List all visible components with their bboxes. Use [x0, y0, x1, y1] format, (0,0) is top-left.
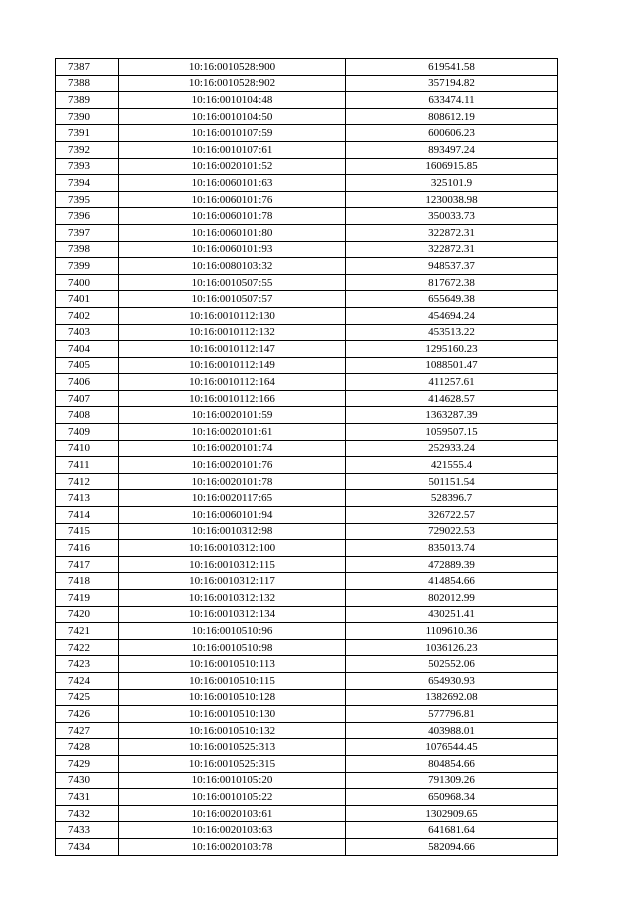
table-row [56, 623, 558, 640]
cadastral-number-cell: 10:16:0020101:52 [119, 158, 346, 175]
row-number-cell: 7394 [56, 175, 119, 192]
table-row [56, 706, 558, 723]
cadastral-number-cell: 10:16:0010507:57 [119, 291, 346, 308]
row-number-cell: 7425 [56, 689, 119, 706]
amount-cell: 577796.81 [346, 706, 558, 723]
cadastral-number-cell: 10:16:0020103:61 [119, 805, 346, 822]
amount-cell: 729022.53 [346, 523, 558, 540]
cadastral-number-cell: 10:16:0060101:76 [119, 191, 346, 208]
row-number-cell: 7433 [56, 822, 119, 839]
table-row [56, 656, 558, 673]
cadastral-number-cell: 10:16:0010112:132 [119, 324, 346, 341]
table-row [56, 324, 558, 341]
cadastral-number-cell: 10:16:0010105:20 [119, 772, 346, 789]
row-number-cell: 7423 [56, 656, 119, 673]
row-number-cell: 7395 [56, 191, 119, 208]
cadastral-number-cell: 10:16:0010525:315 [119, 755, 346, 772]
cadastral-number-cell: 10:16:0020101:61 [119, 424, 346, 441]
amount-cell: 350033.73 [346, 208, 558, 225]
cadastral-number-cell: 10:16:0020101:76 [119, 457, 346, 474]
table-row [56, 606, 558, 623]
amount-cell: 655649.38 [346, 291, 558, 308]
amount-cell: 791309.26 [346, 772, 558, 789]
amount-cell: 1302909.65 [346, 805, 558, 822]
row-number-cell: 7405 [56, 357, 119, 374]
row-number-cell: 7419 [56, 590, 119, 607]
table-row [56, 59, 558, 76]
amount-cell: 421555.4 [346, 457, 558, 474]
cadastral-number-cell: 10:16:0010105:22 [119, 789, 346, 806]
amount-cell: 322872.31 [346, 224, 558, 241]
cadastral-number-cell: 10:16:0080103:32 [119, 258, 346, 275]
amount-cell: 948537.37 [346, 258, 558, 275]
cadastral-number-cell: 10:16:0010528:902 [119, 75, 346, 92]
cadastral-number-cell: 10:16:0010312:134 [119, 606, 346, 623]
table-row [56, 457, 558, 474]
cadastral-number-cell: 10:16:0010112:149 [119, 357, 346, 374]
amount-cell: 654930.93 [346, 672, 558, 689]
amount-cell: 650968.34 [346, 789, 558, 806]
amount-cell: 252933.24 [346, 440, 558, 457]
amount-cell: 633474.11 [346, 92, 558, 109]
amount-cell: 582094.66 [346, 838, 558, 855]
table-row [56, 75, 558, 92]
cadastral-number-cell: 10:16:0010112:130 [119, 307, 346, 324]
row-number-cell: 7414 [56, 507, 119, 524]
cadastral-number-cell: 10:16:0020101:74 [119, 440, 346, 457]
cadastral-number-cell: 10:16:0020103:63 [119, 822, 346, 839]
amount-cell: 430251.41 [346, 606, 558, 623]
table-row [56, 540, 558, 557]
table-row [56, 473, 558, 490]
table-row [56, 440, 558, 457]
row-number-cell: 7409 [56, 424, 119, 441]
row-number-cell: 7404 [56, 341, 119, 358]
row-number-cell: 7434 [56, 838, 119, 855]
amount-cell: 502552.06 [346, 656, 558, 673]
cadastral-number-cell: 10:16:0010510:132 [119, 722, 346, 739]
row-number-cell: 7397 [56, 224, 119, 241]
cadastral-number-cell: 10:16:0060101:80 [119, 224, 346, 241]
amount-cell: 1606915.85 [346, 158, 558, 175]
row-number-cell: 7393 [56, 158, 119, 175]
table-row [56, 573, 558, 590]
table-row [56, 374, 558, 391]
cadastral-number-cell: 10:16:0010312:100 [119, 540, 346, 557]
cadastral-number-cell: 10:16:0020117:65 [119, 490, 346, 507]
row-number-cell: 7387 [56, 59, 119, 76]
row-number-cell: 7422 [56, 639, 119, 656]
table-row [56, 523, 558, 540]
table-row [56, 108, 558, 125]
cadastral-number-cell: 10:16:0010525:313 [119, 739, 346, 756]
amount-cell: 893497.24 [346, 141, 558, 158]
row-number-cell: 7417 [56, 556, 119, 573]
row-number-cell: 7406 [56, 374, 119, 391]
amount-cell: 322872.31 [346, 241, 558, 258]
row-number-cell: 7421 [56, 623, 119, 640]
cadastral-number-cell: 10:16:0010107:61 [119, 141, 346, 158]
row-number-cell: 7413 [56, 490, 119, 507]
amount-cell: 325101.9 [346, 175, 558, 192]
row-number-cell: 7430 [56, 772, 119, 789]
table-row [56, 291, 558, 308]
table-row [56, 805, 558, 822]
row-number-cell: 7398 [56, 241, 119, 258]
cadastral-number-cell: 10:16:0010528:900 [119, 59, 346, 76]
amount-cell: 414628.57 [346, 390, 558, 407]
table-row [56, 556, 558, 573]
row-number-cell: 7403 [56, 324, 119, 341]
amount-cell: 326722.57 [346, 507, 558, 524]
amount-cell: 1059507.15 [346, 424, 558, 441]
table-row [56, 307, 558, 324]
table-row [56, 722, 558, 739]
cadastral-number-cell: 10:16:0010112:166 [119, 390, 346, 407]
amount-cell: 501151.54 [346, 473, 558, 490]
table-row [56, 822, 558, 839]
row-number-cell: 7416 [56, 540, 119, 557]
row-number-cell: 7396 [56, 208, 119, 225]
amount-cell: 411257.61 [346, 374, 558, 391]
table-row [56, 208, 558, 225]
cadastral-number-cell: 10:16:0010510:130 [119, 706, 346, 723]
cadastral-number-cell: 10:16:0010510:98 [119, 639, 346, 656]
row-number-cell: 7427 [56, 722, 119, 739]
amount-cell: 528396.7 [346, 490, 558, 507]
table-row [56, 507, 558, 524]
row-number-cell: 7410 [56, 440, 119, 457]
table-row [56, 789, 558, 806]
row-number-cell: 7401 [56, 291, 119, 308]
row-number-cell: 7402 [56, 307, 119, 324]
amount-cell: 414854.66 [346, 573, 558, 590]
amount-cell: 1363287.39 [346, 407, 558, 424]
cadastral-number-cell: 10:16:0010312:115 [119, 556, 346, 573]
row-number-cell: 7432 [56, 805, 119, 822]
cadastral-number-cell: 10:16:0010104:50 [119, 108, 346, 125]
cadastral-number-cell: 10:16:0060101:93 [119, 241, 346, 258]
amount-cell: 1295160.23 [346, 341, 558, 358]
table-row [56, 241, 558, 258]
table-row [56, 224, 558, 241]
cadastral-number-cell: 10:16:0010112:147 [119, 341, 346, 358]
table-row [56, 191, 558, 208]
table-row [56, 424, 558, 441]
cadastral-number-cell: 10:16:0060101:78 [119, 208, 346, 225]
amount-cell: 1036126.23 [346, 639, 558, 656]
row-number-cell: 7390 [56, 108, 119, 125]
row-number-cell: 7388 [56, 75, 119, 92]
cadastral-number-cell: 10:16:0020101:59 [119, 407, 346, 424]
row-number-cell: 7426 [56, 706, 119, 723]
amount-cell: 808612.19 [346, 108, 558, 125]
row-number-cell: 7428 [56, 739, 119, 756]
table-row [56, 274, 558, 291]
cadastral-number-cell: 10:16:0010510:96 [119, 623, 346, 640]
row-number-cell: 7411 [56, 457, 119, 474]
row-number-cell: 7415 [56, 523, 119, 540]
cadastral-number-cell: 10:16:0020103:78 [119, 838, 346, 855]
cadastral-number-cell: 10:16:0010112:164 [119, 374, 346, 391]
cadastral-number-cell: 10:16:0060101:63 [119, 175, 346, 192]
amount-cell: 357194.82 [346, 75, 558, 92]
table-row [56, 407, 558, 424]
cadastral-number-cell: 10:16:0010312:98 [119, 523, 346, 540]
amount-cell: 454694.24 [346, 307, 558, 324]
row-number-cell: 7399 [56, 258, 119, 275]
amount-cell: 817672.38 [346, 274, 558, 291]
row-number-cell: 7392 [56, 141, 119, 158]
table-row [56, 739, 558, 756]
table-row [56, 689, 558, 706]
row-number-cell: 7418 [56, 573, 119, 590]
amount-cell: 802012.99 [346, 590, 558, 607]
amount-cell: 1076544.45 [346, 739, 558, 756]
table-row [56, 92, 558, 109]
amount-cell: 804854.66 [346, 755, 558, 772]
row-number-cell: 7389 [56, 92, 119, 109]
row-number-cell: 7408 [56, 407, 119, 424]
table-row [56, 672, 558, 689]
table-row [56, 341, 558, 358]
table-row [56, 772, 558, 789]
row-number-cell: 7391 [56, 125, 119, 142]
table-row [56, 141, 558, 158]
table-row [56, 357, 558, 374]
row-number-cell: 7424 [56, 672, 119, 689]
table-row [56, 490, 558, 507]
cadastral-number-cell: 10:16:0010312:117 [119, 573, 346, 590]
amount-cell: 600606.23 [346, 125, 558, 142]
amount-cell: 1088501.47 [346, 357, 558, 374]
table-row [56, 590, 558, 607]
row-number-cell: 7420 [56, 606, 119, 623]
table-row [56, 175, 558, 192]
amount-cell: 835013.74 [346, 540, 558, 557]
cadastral-number-cell: 10:16:0010107:59 [119, 125, 346, 142]
table-row [56, 158, 558, 175]
cadastral-number-cell: 10:16:0010510:128 [119, 689, 346, 706]
amount-cell: 1230038.98 [346, 191, 558, 208]
cadastral-number-cell: 10:16:0010312:132 [119, 590, 346, 607]
row-number-cell: 7400 [56, 274, 119, 291]
amount-cell: 619541.58 [346, 59, 558, 76]
cadastral-number-cell: 10:16:0060101:94 [119, 507, 346, 524]
table-row [56, 125, 558, 142]
amount-cell: 641681.64 [346, 822, 558, 839]
row-number-cell: 7407 [56, 390, 119, 407]
cadastral-number-cell: 10:16:0010510:113 [119, 656, 346, 673]
row-number-cell: 7429 [56, 755, 119, 772]
amount-cell: 453513.22 [346, 324, 558, 341]
table-row [56, 755, 558, 772]
amount-cell: 1382692.08 [346, 689, 558, 706]
table-row [56, 390, 558, 407]
amount-cell: 472889.39 [346, 556, 558, 573]
row-number-cell: 7412 [56, 473, 119, 490]
table-row [56, 639, 558, 656]
table-row [56, 838, 558, 855]
row-number-cell: 7431 [56, 789, 119, 806]
data-table [55, 58, 558, 856]
cadastral-number-cell: 10:16:0010510:115 [119, 672, 346, 689]
amount-cell: 1109610.36 [346, 623, 558, 640]
table-row [56, 258, 558, 275]
cadastral-number-cell: 10:16:0010104:48 [119, 92, 346, 109]
cadastral-number-cell: 10:16:0010507:55 [119, 274, 346, 291]
amount-cell: 403988.01 [346, 722, 558, 739]
table-body [56, 59, 558, 856]
cadastral-number-cell: 10:16:0020101:78 [119, 473, 346, 490]
